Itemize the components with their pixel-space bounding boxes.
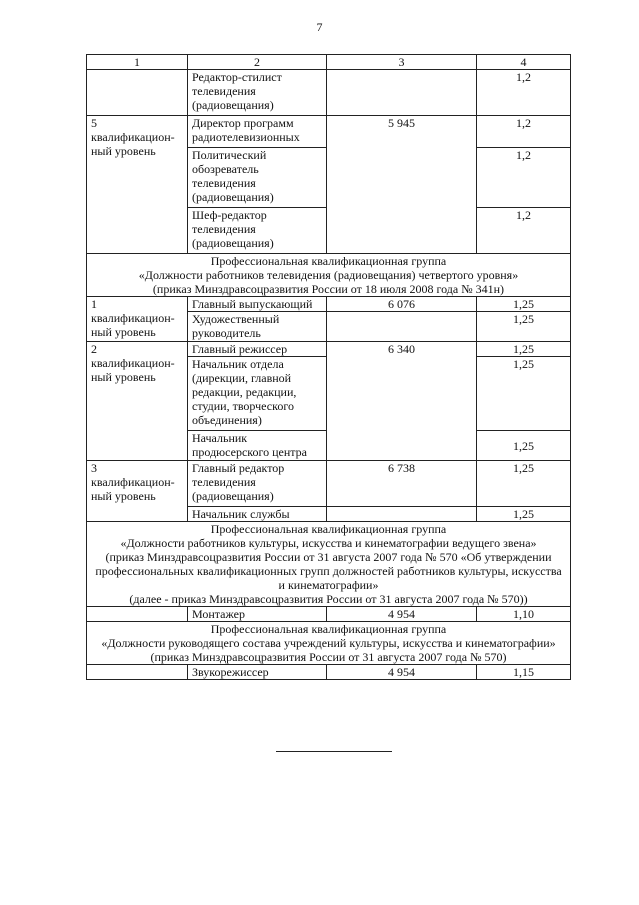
level-cell: 1 квалификацион-ный уровень: [87, 297, 188, 342]
group-heading-line: (далее - приказ Минздравсоцразвития России от 31 августа 2007 года № 570)): [129, 592, 528, 606]
position-cell: Художественный руководитель: [188, 312, 327, 342]
table-row: [87, 461, 571, 507]
group-heading: [87, 522, 571, 607]
position-cell: Шеф-редактор телевидения (радиовещания): [188, 208, 327, 254]
position-cell: Директор программ радиотелевизионных: [188, 116, 327, 148]
group-heading-line: (приказ Минздравсоцразвития России от 18 июля 2008 года № 341н): [152, 282, 505, 296]
coef-cell: 1,25: [477, 461, 571, 507]
group-heading: [87, 622, 571, 665]
group-heading-row: [87, 522, 571, 607]
header-col-1: 1: [87, 55, 188, 70]
table-row: [87, 607, 571, 622]
level-cell-empty: [87, 607, 188, 622]
group-heading: [87, 254, 571, 297]
position-cell: Главный редактор телевидения (радиовещания): [188, 461, 327, 507]
coef-cell: 1,2: [477, 148, 571, 208]
table-header-row: [87, 55, 571, 70]
salary-cell: 4 954: [327, 665, 477, 680]
coef-cell: 1,25: [477, 507, 571, 522]
group-heading-row: [87, 622, 571, 665]
position-cell: Редактор-стилист телевидения (радиовещания): [188, 70, 327, 116]
group-heading-row: [87, 254, 571, 297]
group-heading-line: «Должности работников культуры, искусства и кинематографии ведущего звена»: [120, 536, 537, 550]
salary-cell: 4 954: [327, 607, 477, 622]
position-cell: Политический обозреватель телевидения (радиовещания): [188, 148, 327, 208]
coef-cell: 1,10: [477, 607, 571, 622]
group-heading-line: (приказ Минздравсоцразвития России от 31 августа 2007 года № 570 «Об утверждении профессиональных квалификационных групп должностей работников культуры, искусства и кинематографии»: [95, 550, 562, 592]
table-row: [87, 342, 571, 357]
coef-cell: 1,2: [477, 70, 571, 116]
position-cell: Монтажер: [188, 607, 327, 622]
salary-cell-empty: [327, 70, 477, 116]
position-cell: Начальник службы: [188, 507, 327, 522]
level-cell: 5 квалификацион-ный уровень: [87, 116, 188, 254]
salary-cell: 6 738: [327, 461, 477, 507]
position-cell: Звукорежиссер: [188, 665, 327, 680]
position-cell: Главный режиссер: [188, 342, 327, 357]
level-cell: 2 квалификацион-ный уровень: [87, 342, 188, 461]
coef-cell: 1,25: [477, 312, 571, 342]
salary-cell-empty: [327, 312, 477, 342]
page-number: 7: [316, 20, 323, 34]
coef-cell: 1,25: [477, 297, 571, 312]
group-heading-line: Профессиональная квалификационная группа: [210, 254, 447, 268]
position-cell: Начальник отдела (дирекции, главной редакции, редакции, студии, творческого объединения): [188, 357, 327, 431]
table-row: [87, 70, 571, 116]
table-row: [87, 665, 571, 680]
level-cell: 3 квалификацион-ный уровень: [87, 461, 188, 522]
footer-divider: [276, 751, 392, 752]
group-heading-line: «Должности руководящего состава учреждений культуры, искусства и кинематографии»: [101, 636, 556, 650]
table-row: [87, 116, 571, 148]
level-cell-empty: [87, 665, 188, 680]
coef-cell: 1,25: [477, 342, 571, 357]
header-col-4: 4: [477, 55, 571, 70]
level-cell-empty: [87, 70, 188, 116]
coef-cell: 1,25: [477, 357, 571, 431]
group-heading-line: Профессиональная квалификационная группа: [210, 622, 447, 636]
salary-table: [86, 54, 571, 680]
salary-cell: 6 340: [327, 342, 477, 461]
salary-cell-empty: [327, 507, 477, 522]
table-row: [87, 297, 571, 312]
group-heading-line: Профессиональная квалификационная группа: [210, 522, 447, 536]
salary-cell: 6 076: [327, 297, 477, 312]
position-cell: Главный выпускающий: [188, 297, 327, 312]
group-heading-line: «Должности работников телевидения (радиовещания) четвертого уровня»: [138, 268, 519, 282]
coef-cell: 1,2: [477, 208, 571, 254]
coef-cell: 1,25: [477, 431, 571, 461]
position-cell: Начальник продюсерского центра: [188, 431, 327, 461]
coef-cell: 1,15: [477, 665, 571, 680]
salary-cell: 5 945: [327, 116, 477, 254]
header-col-2: 2: [188, 55, 327, 70]
group-heading-line: (приказ Минздравсоцразвития России от 31 августа 2007 года № 570): [150, 650, 507, 664]
header-col-3: 3: [327, 55, 477, 70]
coef-cell: 1,2: [477, 116, 571, 148]
